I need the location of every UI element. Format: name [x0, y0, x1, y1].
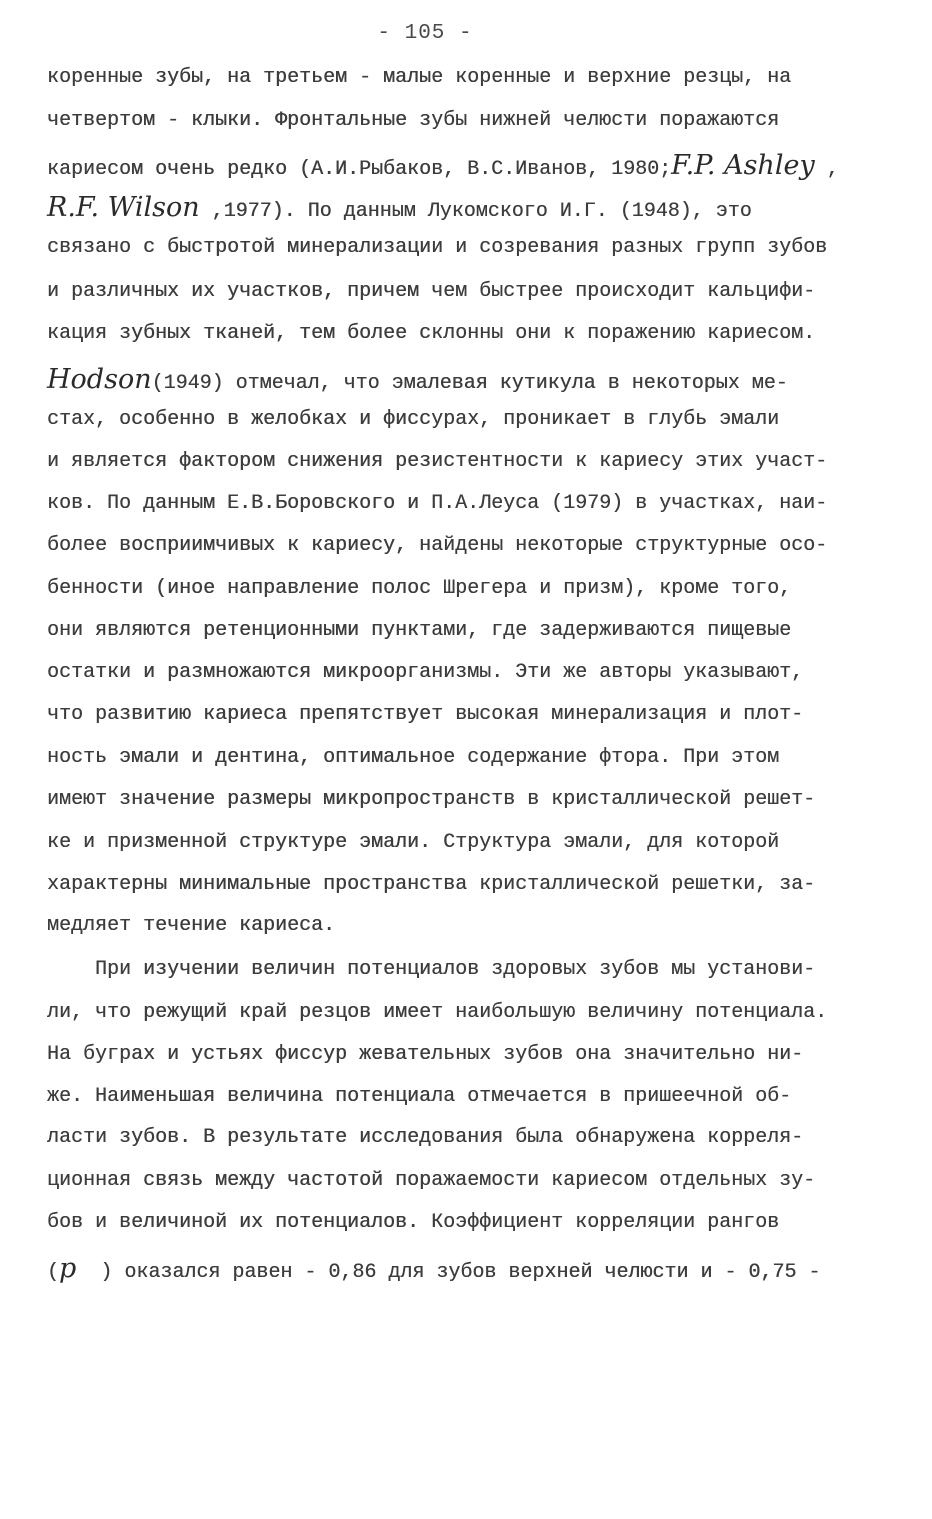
text-line: стах, особенно в желобках и фиссурах, проникает в глубь эмали	[47, 408, 780, 431]
text-line: кация зубных тканей, тем более склонны они к поражению кариесом.	[47, 322, 816, 345]
text-line: кариесом очень редко (А.И.Рыбаков, В.С.Иванов, 1980;F.P. Ashley ,	[47, 150, 839, 181]
text-line: бов и величиной их потенциалов. Коэффициент корреляции рангов	[47, 1211, 780, 1234]
text-line: ционная связь между частотой поражаемости кариесом отдельных зу-	[47, 1169, 816, 1192]
text-line: ли, что режущий край резцов имеет наибольшую величину потенциала.	[47, 1001, 828, 1024]
text-line: более восприимчивых к кариесу, найдены некоторые структурные осо-	[47, 534, 828, 557]
text-line: и различных их участков, причем чем быстрее происходит кальцифи-	[47, 280, 816, 303]
text-line: характерны минимальные пространства кристаллической решетки, за-	[47, 873, 816, 896]
text-line: четвертом - клыки. Фронтальные зубы нижней челюсти поражаются	[47, 109, 780, 132]
text-line: При изучении величин потенциалов здоровых зубов мы установи-	[47, 958, 816, 981]
handwritten-name: R.F. Wilson	[47, 192, 200, 223]
text-line: ке и призменной структуре эмали. Структура эмали, для которой	[47, 831, 780, 854]
text-line: имеют значение размеры микропространств в кристаллической решет-	[47, 788, 816, 811]
text-line: и является фактором снижения резистентности к кариесу этих участ-	[47, 450, 828, 473]
page-number: - 105 -	[377, 22, 473, 45]
text-line: остатки и размножаются микроорганизмы. Эти же авторы указывают,	[47, 661, 804, 684]
text-line: бенности (иное направление полос Шрегера и призм), кроме того,	[47, 577, 792, 600]
text-line: ность эмали и дентина, оптимальное содержание фтора. При этом	[47, 746, 780, 769]
text-line: же. Наименьшая величина потенциала отмечается в пришеечной об-	[47, 1085, 792, 1108]
handwritten-symbol: р	[59, 1253, 77, 1284]
text-line: Hodson(1949) отмечал, что эмалевая кутикула в некоторых ме-	[47, 364, 788, 395]
text-line: коренные зубы, на третьем - малые коренные и верхние резцы, на	[47, 66, 792, 89]
text-line: ков. По данным Е.В.Боровского и П.А.Леуса (1979) в участках, наи-	[47, 492, 828, 515]
text-line: ласти зубов. В результате исследования была обнаружена корреля-	[47, 1126, 804, 1149]
text-line: связано с быстротой минерализации и созревания разных групп зубов	[47, 236, 828, 259]
text-line: R.F. Wilson ,1977). По данным Лукомского И.Г. (1948), это	[47, 192, 752, 223]
handwritten-name: Hodson	[47, 364, 152, 395]
text-line: (р ) оказался равен - 0,86 для зубов верхней челюсти и - 0,75 -	[47, 1253, 821, 1284]
text-line: они являются ретенционными пунктами, где задерживаются пищевые	[47, 619, 792, 642]
text-line: что развитию кариеса препятствует высокая минерализация и плот-	[47, 703, 804, 726]
text-line: На буграх и устьях фиссур жевательных зубов она значительно ни-	[47, 1043, 804, 1066]
handwritten-name: F.P. Ashley	[671, 150, 815, 181]
text-line: медляет течение кариеса.	[47, 914, 336, 937]
